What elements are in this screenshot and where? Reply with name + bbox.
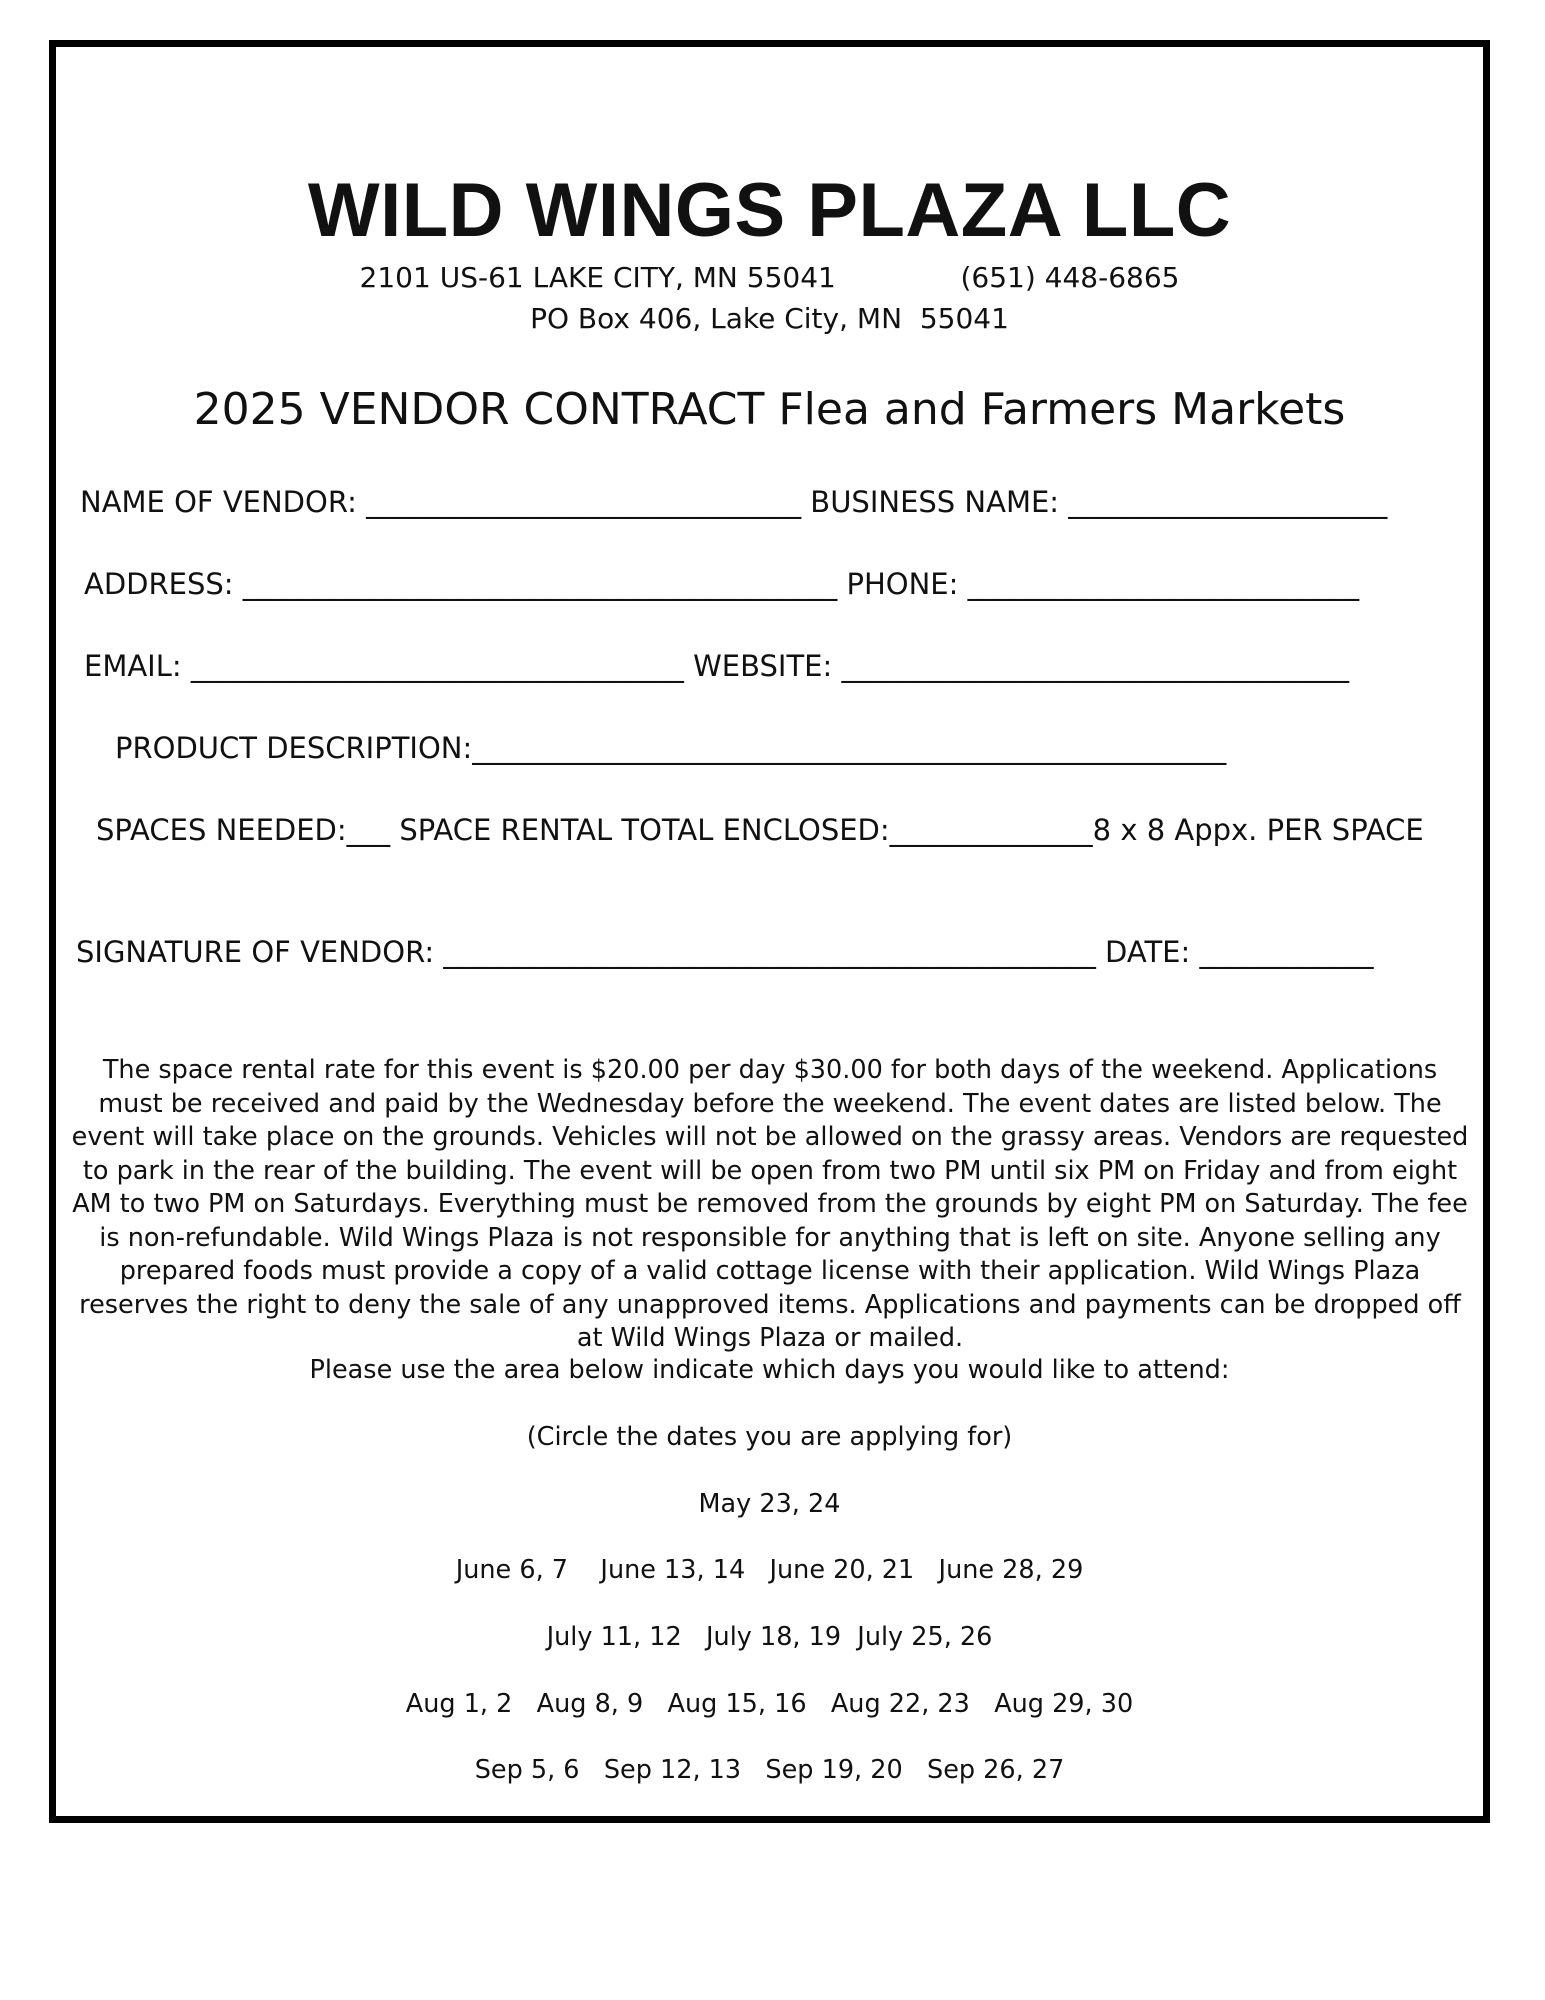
dates-july: July 11, 12 July 18, 19 July 25, 26: [546, 1622, 993, 1652]
company-address: 2101 US-61 LAKE CITY, MN 55041 (651) 448-6865: [359, 261, 1180, 294]
dates-august: Aug 1, 2 Aug 8, 9 Aug 15, 16 Aug 22, 23 Aug 29, 30: [405, 1689, 1134, 1719]
address-phone-field[interactable]: ADDRESS: _________________________________________ PHONE: ___________________________: [84, 567, 1360, 601]
dates-may: May 23, 24: [698, 1489, 841, 1519]
vendor-name-business-name-field[interactable]: NAME OF VENDOR: ______________________________ BUSINESS NAME: ______________________: [80, 485, 1388, 519]
company-title: WILD WINGS PLAZA LLC: [307, 168, 1232, 253]
signature-date-field[interactable]: SIGNATURE OF VENDOR: _____________________________________________ DATE: ____________: [76, 935, 1374, 969]
dates-september: Sep 5, 6 Sep 12, 13 Sep 19, 20 Sep 26, 27: [474, 1755, 1065, 1785]
company-po-box: PO Box 406, Lake City, MN 55041: [530, 302, 1009, 335]
contract-title: 2025 VENDOR CONTRACT Flea and Farmers Markets: [193, 384, 1346, 435]
dates-june: June 6, 7 June 13, 14 June 20, 21 June 28, 29: [455, 1555, 1084, 1585]
attendance-instructions: Please use the area below indicate which days you would like to attend:: [309, 1355, 1230, 1385]
email-website-field[interactable]: EMAIL: __________________________________ WEBSITE: ___________________________________: [84, 649, 1349, 683]
spaces-needed-field[interactable]: SPACES NEEDED:___ SPACE RENTAL TOTAL ENCLOSED:______________8 x 8 Appx. PER SPACE: [96, 813, 1424, 847]
terms-paragraph: The space rental rate for this event is $20.00 per day $30.00 for both days of the weekend. Applications must be received and paid by the Wednesday before the weekend. The event dates are listed below. The event will take place on the grounds. Vehicles will not be allowed on the grassy areas. Vendors are requested to park in the rear of the building. The event will be open from two PM until six PM on Friday and from eight AM to two PM on Saturdays. Everything must be removed from the grounds by eight PM on Saturday. The fee is non-refundable. Wild Wings Plaza is not responsible for anything that is left on site. Anyone selling any prepared foods must provide a copy of a valid cottage license with their application. Wild Wings Plaza reserves the right to deny the sale of any unapproved items. Applications and payments can be dropped off at Wild Wings Plaza or mailed.: [71, 1055, 1469, 1353]
circle-dates-note: (Circle the dates you are applying for): [526, 1422, 1013, 1452]
product-description-field[interactable]: PRODUCT DESCRIPTION:____________________________________________________: [115, 731, 1227, 765]
